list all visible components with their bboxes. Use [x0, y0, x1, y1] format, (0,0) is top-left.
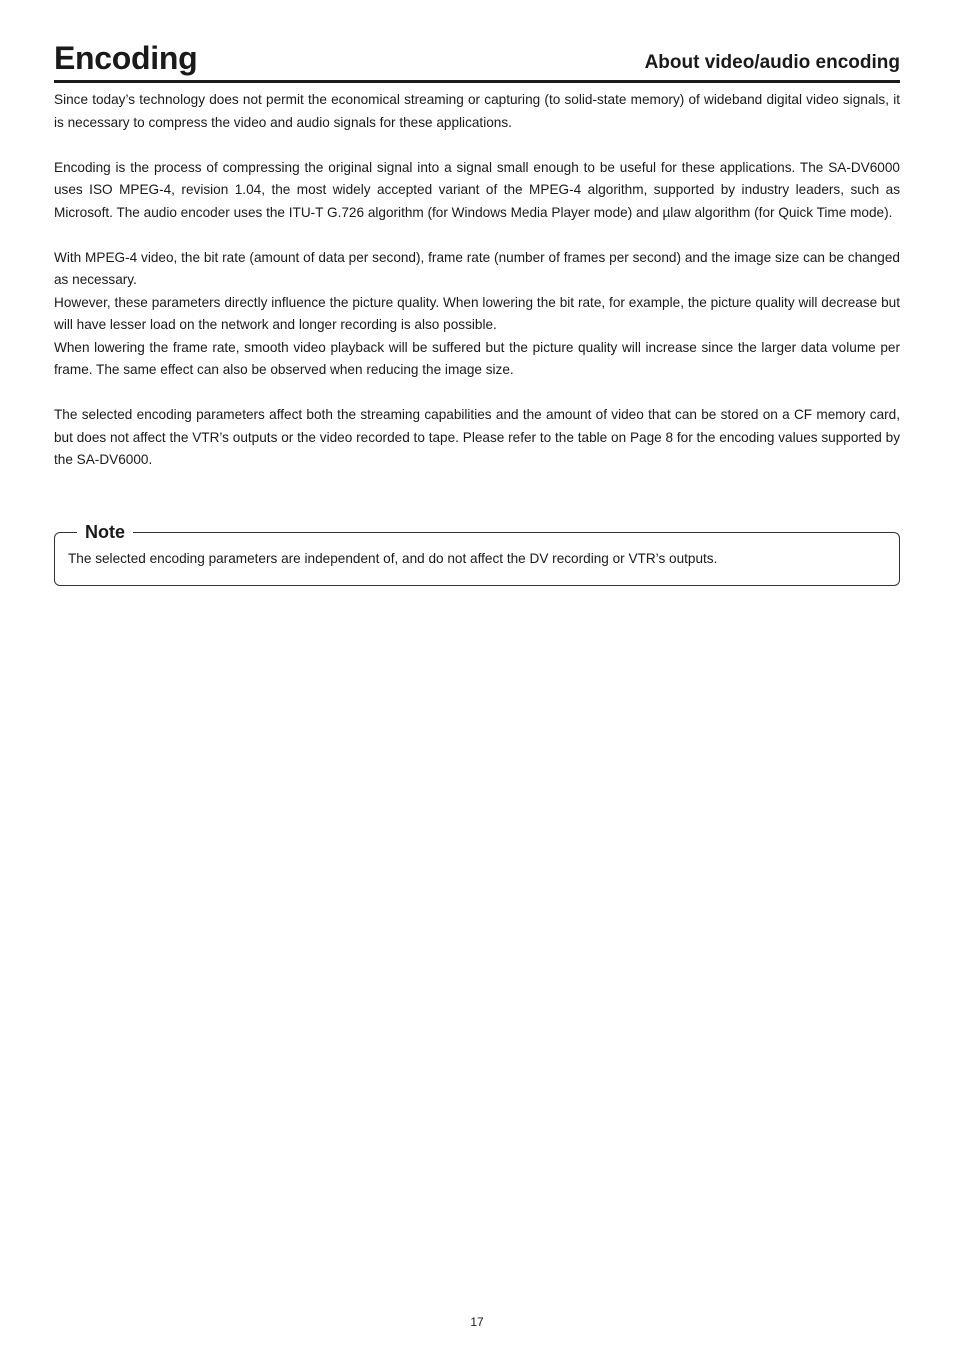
page-header	[54, 38, 900, 83]
paragraph-intro: Since today’s technology does not permit the economical streaming or capturing (to solid-state memory) of wideband digital video signals, it is necessary to compress the video and audio signals for these applications.	[54, 92, 900, 130]
body-text	[54, 89, 900, 472]
note-text: The selected encoding parameters are independent of, and do not affect the DV recording or VTR’s outputs.	[68, 551, 718, 566]
paragraph-frame-rate-effect: When lowering the frame rate, smooth video playback will be suffered but the picture quality will increase since the larger data volume per frame. The same effect can also be observed when reducing the image size.	[54, 339, 900, 377]
page-number: 17	[470, 1315, 484, 1329]
note-label: Note	[77, 520, 133, 544]
paragraph-encoding-definition: Encoding is the process of compressing the original signal into a signal small enough to be useful for these applications. The SA-DV6000 uses ISO MPEG-4, revision 1.04, the most widely accepted variant of the MPEG-4 algorithm, supported by industry leaders, such as Microsoft. The audio encoder uses the ITU-T G.726 algorithm (for Windows Media Player mode) and µlaw algorithm (for Quick Time mode).	[54, 159, 900, 220]
section-subtitle: About video/audio encoding	[644, 52, 900, 73]
paragraph-storage-effect: The selected encoding parameters affect both the streaming capabilities and the amount of video that can be stored on a CF memory card, but does not affect the VTR’s outputs or the video recorded to tape. Please refer to the table on Page 8 for the encoding values supported by the SA-DV6000.	[54, 407, 900, 467]
paragraph-bit-rate-effect: However, these parameters directly influence the picture quality. When lowering the bit rate, for example, the picture quality will decrease but will have lesser load on the network and longer recording is also possible.	[54, 294, 900, 332]
note-box	[54, 522, 900, 586]
paragraph-mpeg4-parameters: With MPEG-4 video, the bit rate (amount of data per second), frame rate (number of frames per second) and the image size can be changed as necessary.	[54, 249, 900, 287]
page-title: Encoding	[54, 40, 198, 76]
